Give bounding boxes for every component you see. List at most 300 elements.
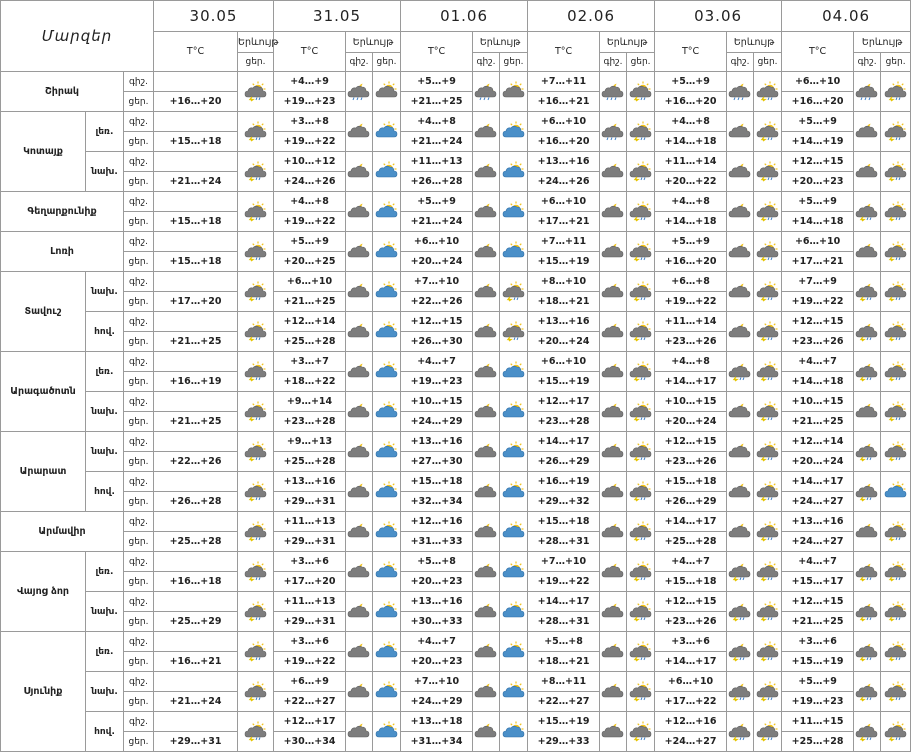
night-temp: +10…+15 xyxy=(782,392,854,412)
night-temp: +12…+15 xyxy=(782,592,854,612)
table-row xyxy=(1,592,911,612)
day-temp: +19…+23 xyxy=(401,372,473,392)
day-temp: +25…+28 xyxy=(655,532,727,552)
night-temp: +12…+15 xyxy=(782,312,854,332)
night-temp: +15…+18 xyxy=(528,512,600,532)
day-label: ցեր. xyxy=(124,212,154,232)
day-label: ցեր. xyxy=(124,92,154,112)
night-temp: +5…+8 xyxy=(401,552,473,572)
weather-icon xyxy=(754,632,782,672)
weather-icon xyxy=(500,192,528,232)
moon-cloud-icon xyxy=(600,712,627,752)
day-label: ցեր. xyxy=(124,532,154,552)
moon-cloud-icon xyxy=(854,592,881,632)
weather-icon xyxy=(373,392,401,432)
night-temp: +11…+13 xyxy=(401,152,473,172)
night-label: գիշ. xyxy=(124,432,154,452)
day-temp: +14…+18 xyxy=(655,212,727,232)
night-temp: +12…+17 xyxy=(274,712,346,732)
weather-icon xyxy=(627,512,655,552)
day-temp: +18…+22 xyxy=(274,372,346,392)
night-temp: +8…+11 xyxy=(528,672,600,692)
moon-cloud-icon xyxy=(854,432,881,472)
night-temp: +13…+16 xyxy=(528,312,600,332)
date-header: 31.05 xyxy=(274,1,401,32)
weather-icon xyxy=(881,72,911,112)
day-temp: +15…+18 xyxy=(154,212,238,232)
night-header: գիշ. xyxy=(600,53,627,72)
day-temp: +19…+22 xyxy=(528,572,600,592)
night-temp: +12…+15 xyxy=(782,152,854,172)
night-temp: +14…+17 xyxy=(655,512,727,532)
day-temp: +19…+22 xyxy=(274,652,346,672)
phenomena-header: Երևույթ xyxy=(854,32,911,53)
weather-icon xyxy=(373,72,401,112)
weather-icon xyxy=(881,512,911,552)
moon-cloud-icon xyxy=(473,712,500,752)
weather-icon xyxy=(881,712,911,752)
day-temp: +23…+26 xyxy=(655,612,727,632)
night-temp: +3…+6 xyxy=(655,632,727,652)
moon-cloud-icon xyxy=(346,552,373,592)
day-temp: +30…+33 xyxy=(401,612,473,632)
night-temp: +7…+11 xyxy=(528,72,600,92)
day-label: ցեր. xyxy=(124,692,154,712)
header-dates-row xyxy=(1,1,911,32)
night-temp: +15…+18 xyxy=(655,472,727,492)
moon-cloud-icon xyxy=(473,312,500,352)
day-temp: +16…+20 xyxy=(655,92,727,112)
weather-icon xyxy=(881,152,911,192)
day-temp: +15…+19 xyxy=(782,652,854,672)
table-row xyxy=(1,352,911,372)
region-name: Արմավիր xyxy=(1,512,124,552)
weather-icon xyxy=(627,312,655,352)
moon-cloud-icon xyxy=(600,312,627,352)
subregion-label: նախ. xyxy=(86,272,124,312)
night-header: գիշ. xyxy=(346,53,373,72)
weather-icon xyxy=(881,432,911,472)
moon-cloud-icon xyxy=(600,272,627,312)
night-temp: +13…+16 xyxy=(401,432,473,452)
night-temp: +4…+8 xyxy=(655,352,727,372)
weather-icon xyxy=(627,112,655,152)
region-name: Գեղարքունիք xyxy=(1,192,124,232)
night-temp: +10…+12 xyxy=(274,152,346,172)
moon-cloud-icon xyxy=(473,232,500,272)
table-row xyxy=(1,672,911,692)
weather-icon xyxy=(500,672,528,712)
weather-icon xyxy=(373,112,401,152)
night-temp-empty xyxy=(154,472,238,492)
night-label: գիշ. xyxy=(124,392,154,412)
night-label: գիշ. xyxy=(124,352,154,372)
night-temp-empty xyxy=(154,352,238,372)
night-temp: +6…+8 xyxy=(655,272,727,292)
phenomena-header: Երևույթ xyxy=(600,32,655,53)
day-temp: +21…+24 xyxy=(401,132,473,152)
day-label: ցեր. xyxy=(124,372,154,392)
day-temp: +26…+29 xyxy=(655,492,727,512)
day-temp: +20…+23 xyxy=(401,572,473,592)
weather-icon xyxy=(754,712,782,752)
day-temp: +21…+25 xyxy=(782,412,854,432)
night-temp: +13…+16 xyxy=(528,152,600,172)
night-temp-empty xyxy=(154,72,238,92)
weather-icon xyxy=(373,472,401,512)
night-label: գիշ. xyxy=(124,592,154,612)
weather-icon xyxy=(238,712,274,752)
moon-cloud-icon xyxy=(473,352,500,392)
moon-cloud-icon xyxy=(854,72,881,112)
day-header: ցեր. xyxy=(881,53,911,72)
weather-icon xyxy=(754,232,782,272)
table-row xyxy=(1,232,911,252)
weather-icon xyxy=(238,72,274,112)
moon-cloud-icon xyxy=(473,272,500,312)
table-row xyxy=(1,72,911,92)
day-temp: +26…+28 xyxy=(154,492,238,512)
temp-header: T°C xyxy=(274,32,346,72)
night-temp: +9…+13 xyxy=(274,432,346,452)
day-temp: +25…+28 xyxy=(274,332,346,352)
night-temp: +5…+9 xyxy=(655,72,727,92)
temp-header: T°C xyxy=(655,32,727,72)
weather-icon xyxy=(881,192,911,232)
night-temp: +12…+14 xyxy=(782,432,854,452)
weather-icon xyxy=(627,472,655,512)
day-temp: +24…+27 xyxy=(782,492,854,512)
day-temp: +16…+21 xyxy=(528,92,600,112)
day-temp: +22…+27 xyxy=(274,692,346,712)
table-row xyxy=(1,152,911,172)
weather-icon xyxy=(238,672,274,712)
day-temp: +16…+20 xyxy=(154,92,238,112)
day-temp: +21…+25 xyxy=(782,612,854,632)
weather-icon xyxy=(754,552,782,592)
moon-cloud-icon xyxy=(473,472,500,512)
night-temp: +12…+17 xyxy=(528,392,600,412)
weather-icon xyxy=(627,552,655,592)
day-temp: +29…+31 xyxy=(274,532,346,552)
weather-icon xyxy=(881,112,911,152)
night-temp: +3…+6 xyxy=(274,552,346,572)
day-temp: +26…+28 xyxy=(401,172,473,192)
night-temp: +4…+7 xyxy=(401,632,473,652)
day-temp: +14…+17 xyxy=(655,652,727,672)
date-header: 04.06 xyxy=(782,1,911,32)
day-temp: +25…+28 xyxy=(274,452,346,472)
night-temp-empty xyxy=(154,432,238,452)
moon-cloud-icon xyxy=(727,152,754,192)
table-row xyxy=(1,552,911,572)
moon-cloud-icon xyxy=(346,312,373,352)
day-temp: +15…+19 xyxy=(528,372,600,392)
subregion-label: հով. xyxy=(86,312,124,352)
night-temp: +16…+19 xyxy=(528,472,600,492)
night-temp: +12…+14 xyxy=(274,312,346,332)
moon-cloud-icon xyxy=(473,432,500,472)
phenomena-header: Երևույթ xyxy=(473,32,528,53)
night-temp: +12…+15 xyxy=(401,312,473,332)
moon-cloud-icon xyxy=(854,472,881,512)
day-temp: +16…+20 xyxy=(655,252,727,272)
weather-icon xyxy=(238,552,274,592)
day-temp: +20…+22 xyxy=(655,172,727,192)
day-label: ցեր. xyxy=(124,452,154,472)
weather-icon xyxy=(500,432,528,472)
day-temp: +29…+31 xyxy=(154,732,238,752)
day-temp: +18…+21 xyxy=(528,652,600,672)
weather-icon xyxy=(754,672,782,712)
day-temp: +23…+26 xyxy=(782,332,854,352)
weather-icon xyxy=(500,232,528,272)
table-row xyxy=(1,512,911,532)
moon-cloud-icon xyxy=(600,392,627,432)
night-temp-empty xyxy=(154,192,238,212)
night-temp: +9…+14 xyxy=(274,392,346,412)
moon-cloud-icon xyxy=(473,72,500,112)
subregion-label: նախ. xyxy=(86,432,124,472)
day-temp: +21…+25 xyxy=(274,292,346,312)
night-header: գիշ. xyxy=(727,53,754,72)
weather-icon xyxy=(754,432,782,472)
moon-cloud-icon xyxy=(600,232,627,272)
day-label: ցեր. xyxy=(124,132,154,152)
weather-icon xyxy=(238,432,274,472)
moon-cloud-icon xyxy=(854,152,881,192)
night-temp: +7…+11 xyxy=(528,232,600,252)
moon-cloud-icon xyxy=(600,472,627,512)
weather-icon xyxy=(627,192,655,232)
temp-header: T°C xyxy=(154,32,238,72)
night-temp: +4…+7 xyxy=(401,352,473,372)
night-temp: +11…+15 xyxy=(782,712,854,732)
day-temp: +17…+21 xyxy=(782,252,854,272)
night-temp: +6…+10 xyxy=(528,112,600,132)
night-temp: +11…+13 xyxy=(274,592,346,612)
day-temp: +23…+26 xyxy=(655,452,727,472)
weather-icon xyxy=(754,512,782,552)
weather-icon xyxy=(881,232,911,272)
weather-icon xyxy=(373,312,401,352)
day-temp: +20…+23 xyxy=(401,652,473,672)
night-label: գիշ. xyxy=(124,72,154,92)
day-header: ցեր. xyxy=(238,53,274,72)
night-temp: +7…+10 xyxy=(401,672,473,692)
moon-cloud-icon xyxy=(600,672,627,712)
night-temp: +4…+7 xyxy=(655,552,727,572)
moon-cloud-icon xyxy=(727,312,754,352)
day-label: ցեր. xyxy=(124,572,154,592)
weather-icon xyxy=(238,112,274,152)
day-temp: +15…+18 xyxy=(655,572,727,592)
weather-icon xyxy=(754,192,782,232)
night-temp: +11…+13 xyxy=(274,512,346,532)
day-temp: +15…+19 xyxy=(528,252,600,272)
moon-cloud-icon xyxy=(854,192,881,232)
moon-cloud-icon xyxy=(854,352,881,392)
day-temp: +19…+22 xyxy=(655,292,727,312)
night-temp: +14…+17 xyxy=(782,472,854,492)
moon-cloud-icon xyxy=(854,672,881,712)
moon-cloud-icon xyxy=(473,192,500,232)
weather-icon xyxy=(500,152,528,192)
subregion-label: լեռ. xyxy=(86,112,124,152)
day-temp: +20…+25 xyxy=(274,252,346,272)
day-temp: +24…+29 xyxy=(401,692,473,712)
night-temp: +6…+10 xyxy=(655,672,727,692)
day-temp: +20…+23 xyxy=(782,172,854,192)
date-header: 01.06 xyxy=(401,1,528,32)
day-temp: +15…+18 xyxy=(154,132,238,152)
night-temp: +6…+10 xyxy=(782,72,854,92)
day-temp: +20…+24 xyxy=(782,452,854,472)
night-temp: +11…+14 xyxy=(655,312,727,332)
weather-icon xyxy=(500,592,528,632)
night-temp: +4…+9 xyxy=(274,72,346,92)
forecast-body xyxy=(1,72,911,752)
moon-cloud-icon xyxy=(346,72,373,112)
weather-icon xyxy=(373,152,401,192)
moon-cloud-icon xyxy=(473,672,500,712)
day-temp: +29…+31 xyxy=(274,612,346,632)
day-header: ցեր. xyxy=(627,53,655,72)
subregion-label: լեռ. xyxy=(86,352,124,392)
moon-cloud-icon xyxy=(854,712,881,752)
weather-icon xyxy=(238,632,274,672)
weather-icon xyxy=(238,272,274,312)
day-label: ցեր. xyxy=(124,292,154,312)
day-temp: +24…+29 xyxy=(401,412,473,432)
moon-cloud-icon xyxy=(727,352,754,392)
night-temp-empty xyxy=(154,592,238,612)
moon-cloud-icon xyxy=(727,392,754,432)
weather-icon xyxy=(500,552,528,592)
night-temp-empty xyxy=(154,552,238,572)
weather-icon xyxy=(627,72,655,112)
night-label: գիշ. xyxy=(124,272,154,292)
night-temp-empty xyxy=(154,272,238,292)
day-temp: +24…+27 xyxy=(782,532,854,552)
subregion-label: նախ. xyxy=(86,392,124,432)
night-temp: +5…+9 xyxy=(655,232,727,252)
subregion-label: նախ. xyxy=(86,592,124,632)
moon-cloud-icon xyxy=(473,112,500,152)
day-temp: +27…+30 xyxy=(401,452,473,472)
night-temp: +15…+19 xyxy=(528,712,600,732)
date-header: 02.06 xyxy=(528,1,655,32)
day-temp: +19…+23 xyxy=(274,92,346,112)
day-temp: +24…+26 xyxy=(528,172,600,192)
moon-cloud-icon xyxy=(727,432,754,472)
night-temp: +12…+15 xyxy=(655,432,727,452)
day-temp: +31…+34 xyxy=(401,732,473,752)
night-temp: +5…+9 xyxy=(782,672,854,692)
day-label: ցեր. xyxy=(124,412,154,432)
weather-icon xyxy=(238,312,274,352)
weather-icon xyxy=(500,632,528,672)
day-temp: +24…+26 xyxy=(274,172,346,192)
night-temp: +5…+9 xyxy=(274,232,346,252)
moon-cloud-icon xyxy=(346,112,373,152)
night-temp: +4…+8 xyxy=(401,112,473,132)
phenomena-header: Երևույթ xyxy=(346,32,401,53)
moon-cloud-icon xyxy=(854,272,881,312)
moon-cloud-icon xyxy=(346,512,373,552)
night-temp: +3…+6 xyxy=(274,632,346,652)
day-temp: +18…+21 xyxy=(528,292,600,312)
weather-icon xyxy=(754,592,782,632)
subregion-label: հով. xyxy=(86,472,124,512)
weather-icon xyxy=(627,592,655,632)
moon-cloud-icon xyxy=(727,72,754,112)
day-header: ցեր. xyxy=(500,53,528,72)
night-label: գիշ. xyxy=(124,472,154,492)
moon-cloud-icon xyxy=(854,392,881,432)
moon-cloud-icon xyxy=(346,592,373,632)
weather-icon xyxy=(373,552,401,592)
weather-icon xyxy=(373,712,401,752)
moon-cloud-icon xyxy=(727,512,754,552)
region-name: Լոռի xyxy=(1,232,124,272)
moon-cloud-icon xyxy=(854,232,881,272)
day-temp: +16…+19 xyxy=(154,372,238,392)
day-temp: +15…+18 xyxy=(154,252,238,272)
moon-cloud-icon xyxy=(600,552,627,592)
weather-icon xyxy=(881,552,911,592)
night-temp-empty xyxy=(154,112,238,132)
night-temp: +3…+6 xyxy=(782,632,854,652)
day-temp: +21…+24 xyxy=(401,212,473,232)
moon-cloud-icon xyxy=(600,512,627,552)
night-temp: +6…+10 xyxy=(274,272,346,292)
weather-icon xyxy=(754,152,782,192)
weather-icon xyxy=(373,192,401,232)
moon-cloud-icon xyxy=(727,552,754,592)
weather-icon xyxy=(373,432,401,472)
region-name: Կոտայք xyxy=(1,112,86,192)
weather-icon xyxy=(500,472,528,512)
phenomena-header: Երևույթ xyxy=(238,32,274,53)
night-temp: +6…+9 xyxy=(274,672,346,692)
day-temp: +24…+27 xyxy=(655,732,727,752)
day-temp: +25…+29 xyxy=(154,612,238,632)
night-temp-empty xyxy=(154,672,238,692)
weather-icon xyxy=(881,352,911,392)
weather-icon xyxy=(238,232,274,272)
moon-cloud-icon xyxy=(727,192,754,232)
temp-header: T°C xyxy=(401,32,473,72)
day-temp: +14…+17 xyxy=(655,372,727,392)
moon-cloud-icon xyxy=(473,552,500,592)
night-label: գիշ. xyxy=(124,192,154,212)
day-temp: +28…+31 xyxy=(528,612,600,632)
region-name: Արարատ xyxy=(1,432,86,512)
moon-cloud-icon xyxy=(600,112,627,152)
moon-cloud-icon xyxy=(346,192,373,232)
night-temp: +11…+14 xyxy=(655,152,727,172)
table-row xyxy=(1,272,911,292)
weather-icon xyxy=(373,512,401,552)
weather-icon xyxy=(881,472,911,512)
day-temp: +25…+28 xyxy=(154,532,238,552)
weather-icon xyxy=(754,272,782,312)
weather-icon xyxy=(627,432,655,472)
region-name: Տավուշ xyxy=(1,272,86,352)
night-temp: +4…+8 xyxy=(655,192,727,212)
weather-icon xyxy=(500,272,528,312)
